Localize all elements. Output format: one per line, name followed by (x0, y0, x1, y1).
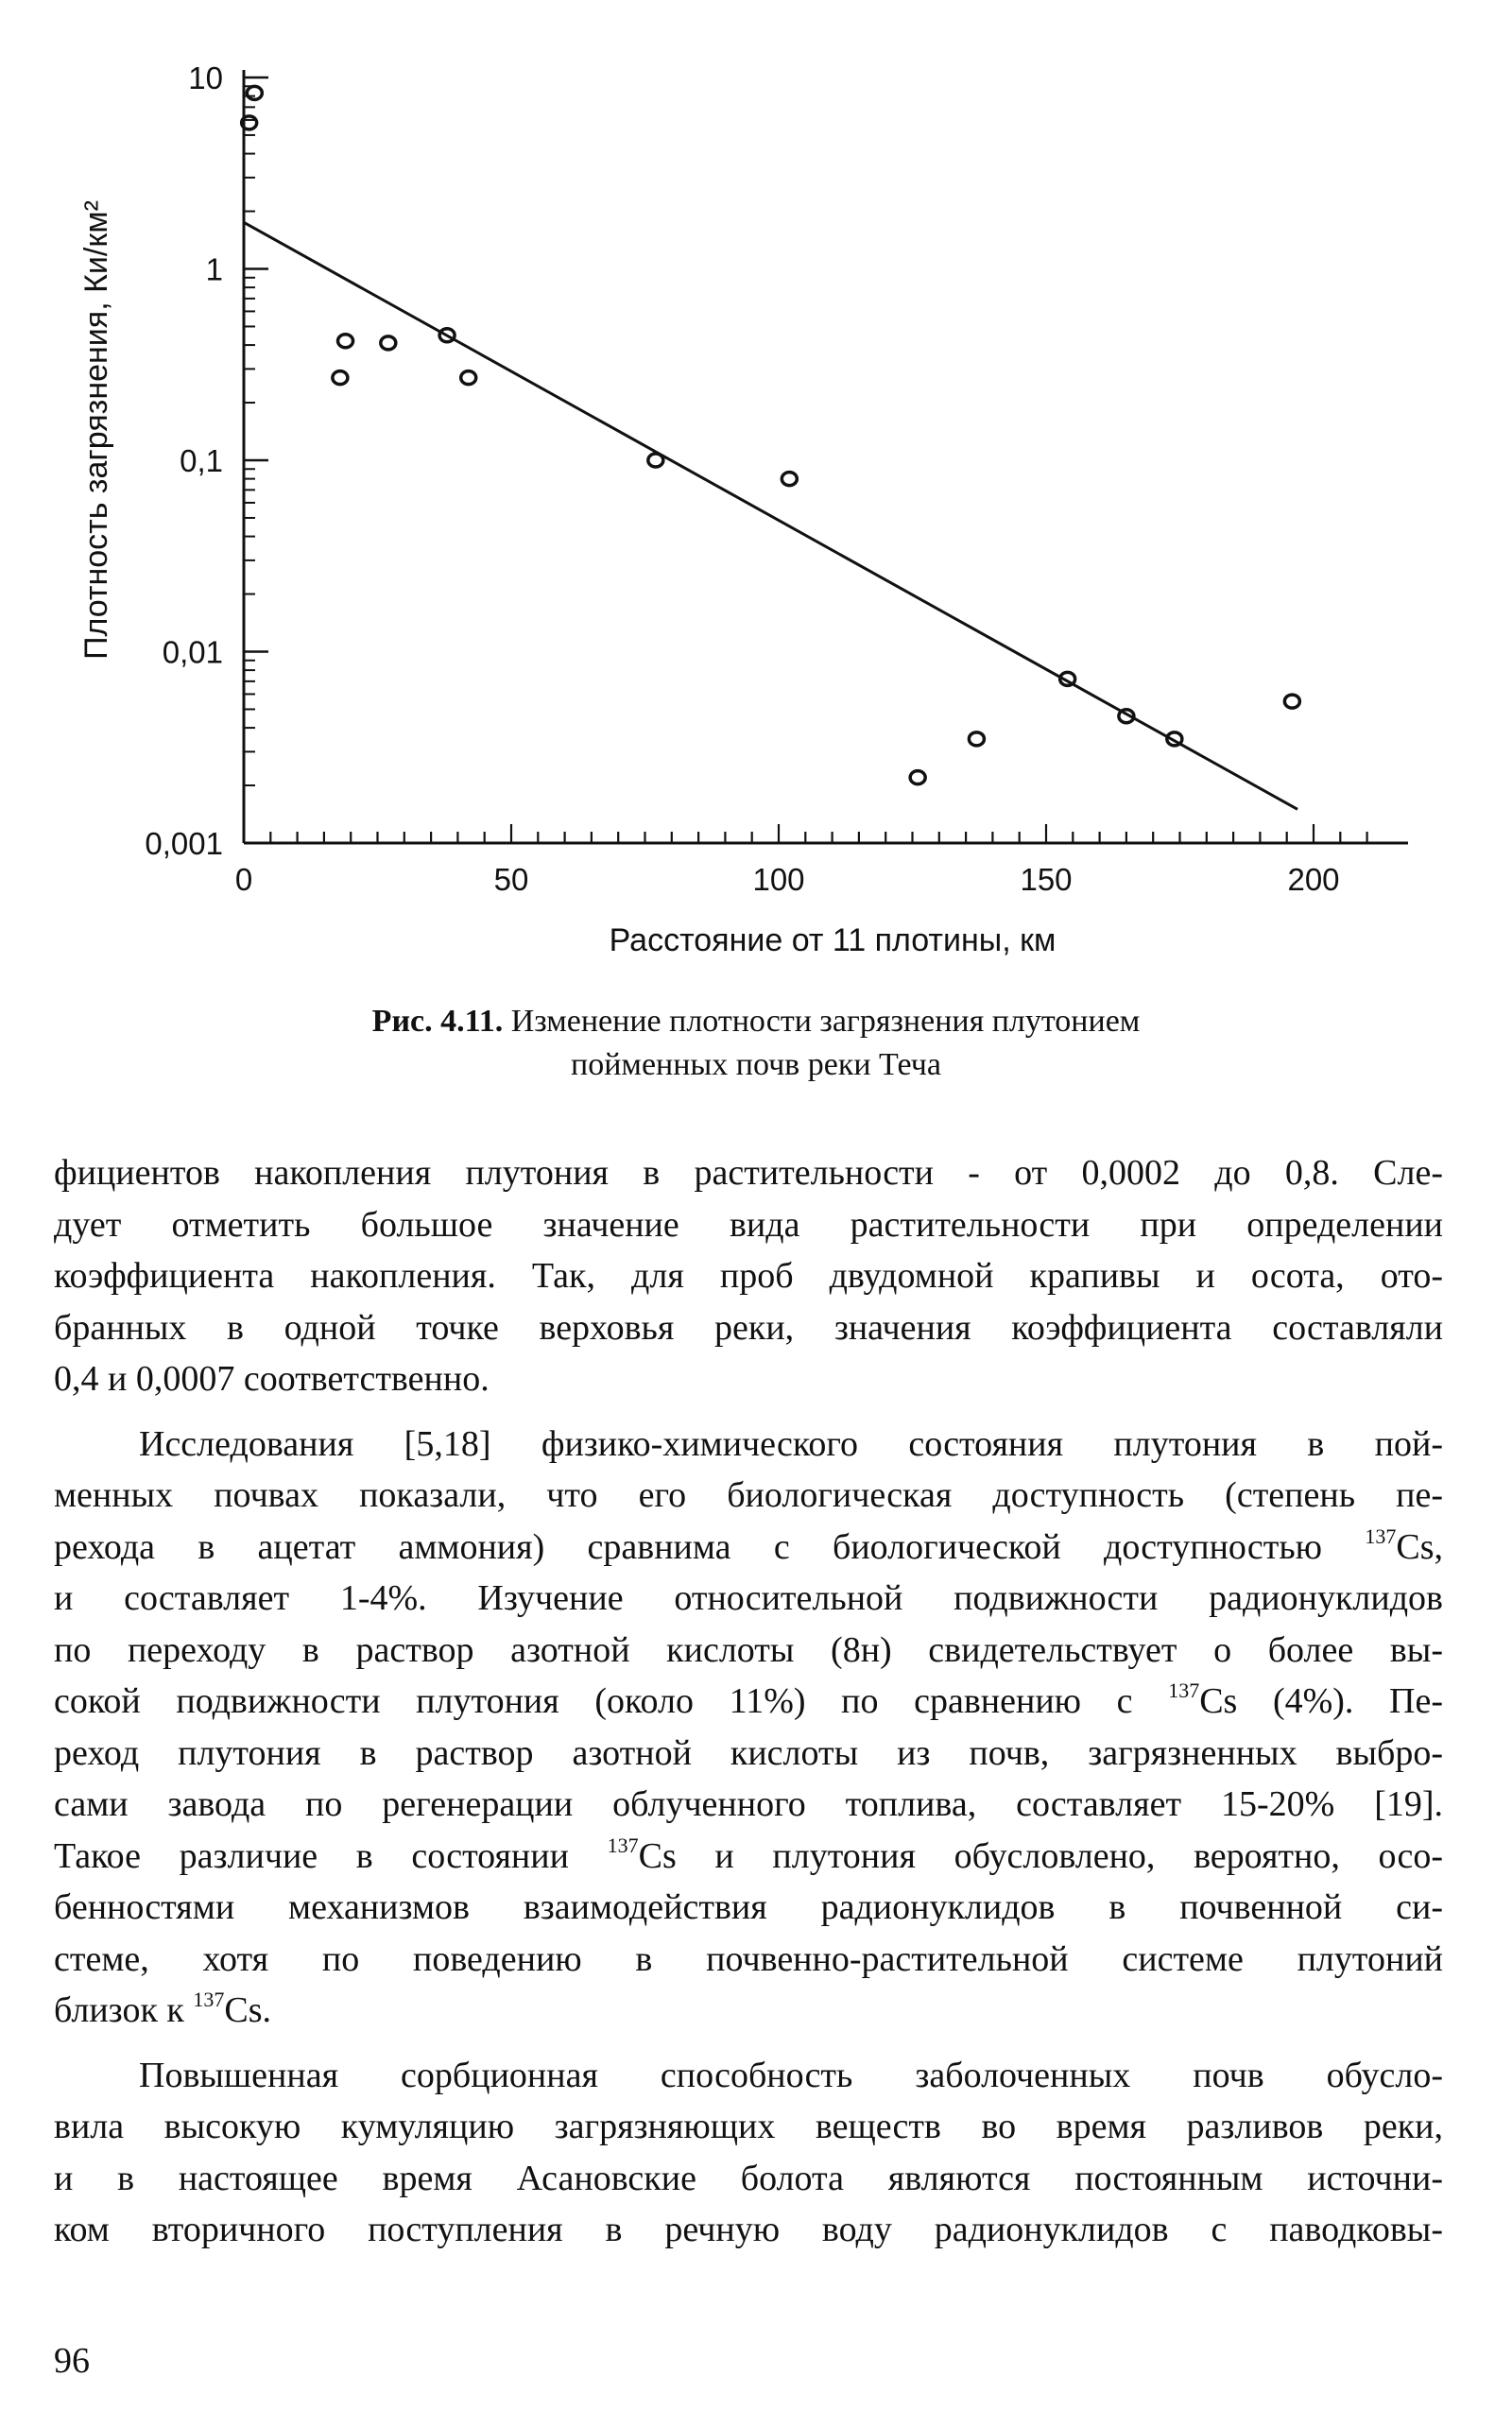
text-line: и в настоящее время Асановские болота являются постоянным источни- (54, 2158, 1443, 2198)
x-tick-label: 100 (752, 862, 805, 897)
text-line: по переходу в раствор азотной кислоты (8н) свидетельствует о более вы- (54, 1629, 1443, 1670)
x-tick-label: 200 (1287, 862, 1340, 897)
body-text (54, 1147, 1443, 2256)
text-line: и составляет 1-4%. Изучение относительной подвижности радионуклидов (54, 1578, 1443, 1618)
data-point (782, 473, 797, 486)
data-point (461, 371, 476, 385)
data-point (969, 732, 984, 746)
y-tick-label: 0,1 (180, 443, 223, 478)
text-line: ком вторичного поступления в речную воду радионуклидов с паводковы- (54, 2210, 1443, 2249)
isotope-mass-number: 137 (1365, 1523, 1397, 1548)
text-line: менных почвах показали, что его биологическая доступность (степень пе- (54, 1475, 1443, 1515)
caption-line-1 (0, 1000, 1512, 1043)
trend-line-segment (244, 222, 1297, 809)
data-point (1284, 695, 1299, 708)
paragraph-1 (54, 1147, 1443, 1405)
trend-line (244, 222, 1297, 809)
y-tick-label: 0,001 (145, 826, 223, 861)
paragraph-3 (54, 2050, 1443, 2256)
data-point (338, 335, 353, 348)
text-line: Такое различие в состоянии $^{137}$Cs и плутония обусловлено, вероятно, осо- (54, 1833, 1443, 1876)
page-number: 96 (54, 2341, 90, 2381)
text-line: Повышенная сорбционная способность заболоченных почв обусло- (139, 2055, 1443, 2095)
x-tick-label: 0 (234, 862, 253, 897)
text-line: реход плутония в раствор азотной кислоты из почв, загрязненных выбро- (54, 1732, 1443, 1773)
text-line: фициентов накопления плутония в растительности - от 0,0002 до 0,8. Сле- (54, 1153, 1443, 1193)
data-point (648, 454, 663, 467)
data-points (242, 86, 1300, 783)
isotope-mass-number: 137 (193, 1988, 225, 2011)
text-line: бранных в одной точке верховья реки, значения коэффициента составляли (54, 1307, 1443, 1348)
text-line: стеме, хотя по поведению в почвенно-растительной системе плутоний (54, 1938, 1443, 1979)
x-tick-label: 150 (1020, 862, 1073, 897)
y-tick-label: 0,01 (162, 634, 223, 670)
y-axis (145, 60, 268, 861)
x-tick-label: 50 (493, 862, 529, 897)
paragraph-2 (54, 1419, 1443, 2037)
data-point (247, 86, 262, 99)
text-line: близок к $^{137}$Cs. (54, 1988, 272, 2030)
text-line: бенностями механизмов взаимодействия радионуклидов в почвенной си- (54, 1887, 1443, 1927)
text-line: вила высокую кумуляцию загрязняющих веществ во время разливов реки, (54, 2107, 1443, 2146)
caption-text-1: Изменение плотности загрязнения плутонием (510, 1004, 1141, 1039)
isotope-mass-number: 137 (607, 1833, 639, 1857)
isotope-mass-number: 137 (1168, 1678, 1200, 1702)
text-line: коэффициента накопления. Так, для проб двудомной крапивы и осота, ото- (54, 1256, 1443, 1296)
data-point (333, 371, 348, 385)
contamination-chart (0, 0, 1512, 983)
data-point (910, 771, 925, 784)
caption-line-2: пойменных почв реки Теча (571, 1047, 941, 1082)
text-line: Исследования [5,18] физико-химического состояния плутония в пой- (139, 1423, 1443, 1464)
data-point (381, 336, 396, 350)
text-line: 0,4 и 0,0007 соответственно. (54, 1359, 490, 1399)
x-axis (235, 824, 1408, 897)
text-line: дует отметить большое значение вида растительности при определении (54, 1204, 1443, 1245)
figure-caption (0, 1000, 1512, 1087)
text-line: сокой подвижности плутония (около 11%) по сравнению с $^{137}$Cs (4%). Пе- (54, 1678, 1443, 1721)
y-axis-title: Плотность загрязнения, Ки/км² (78, 200, 114, 660)
y-tick-label: 1 (205, 251, 223, 287)
text-line: сами завода по регенерации облученного топлива, составляет 15-20% [19]. (54, 1784, 1443, 1824)
y-tick-label: 10 (188, 60, 223, 95)
text-line: рехода в ацетат аммония) сравнима с биологической доступностью $^{137}$Cs, (54, 1523, 1443, 1567)
figure-number: Рис. 4.11. (371, 1004, 504, 1039)
x-axis-title: Расстояние от 11 плотины, км (609, 922, 1057, 958)
